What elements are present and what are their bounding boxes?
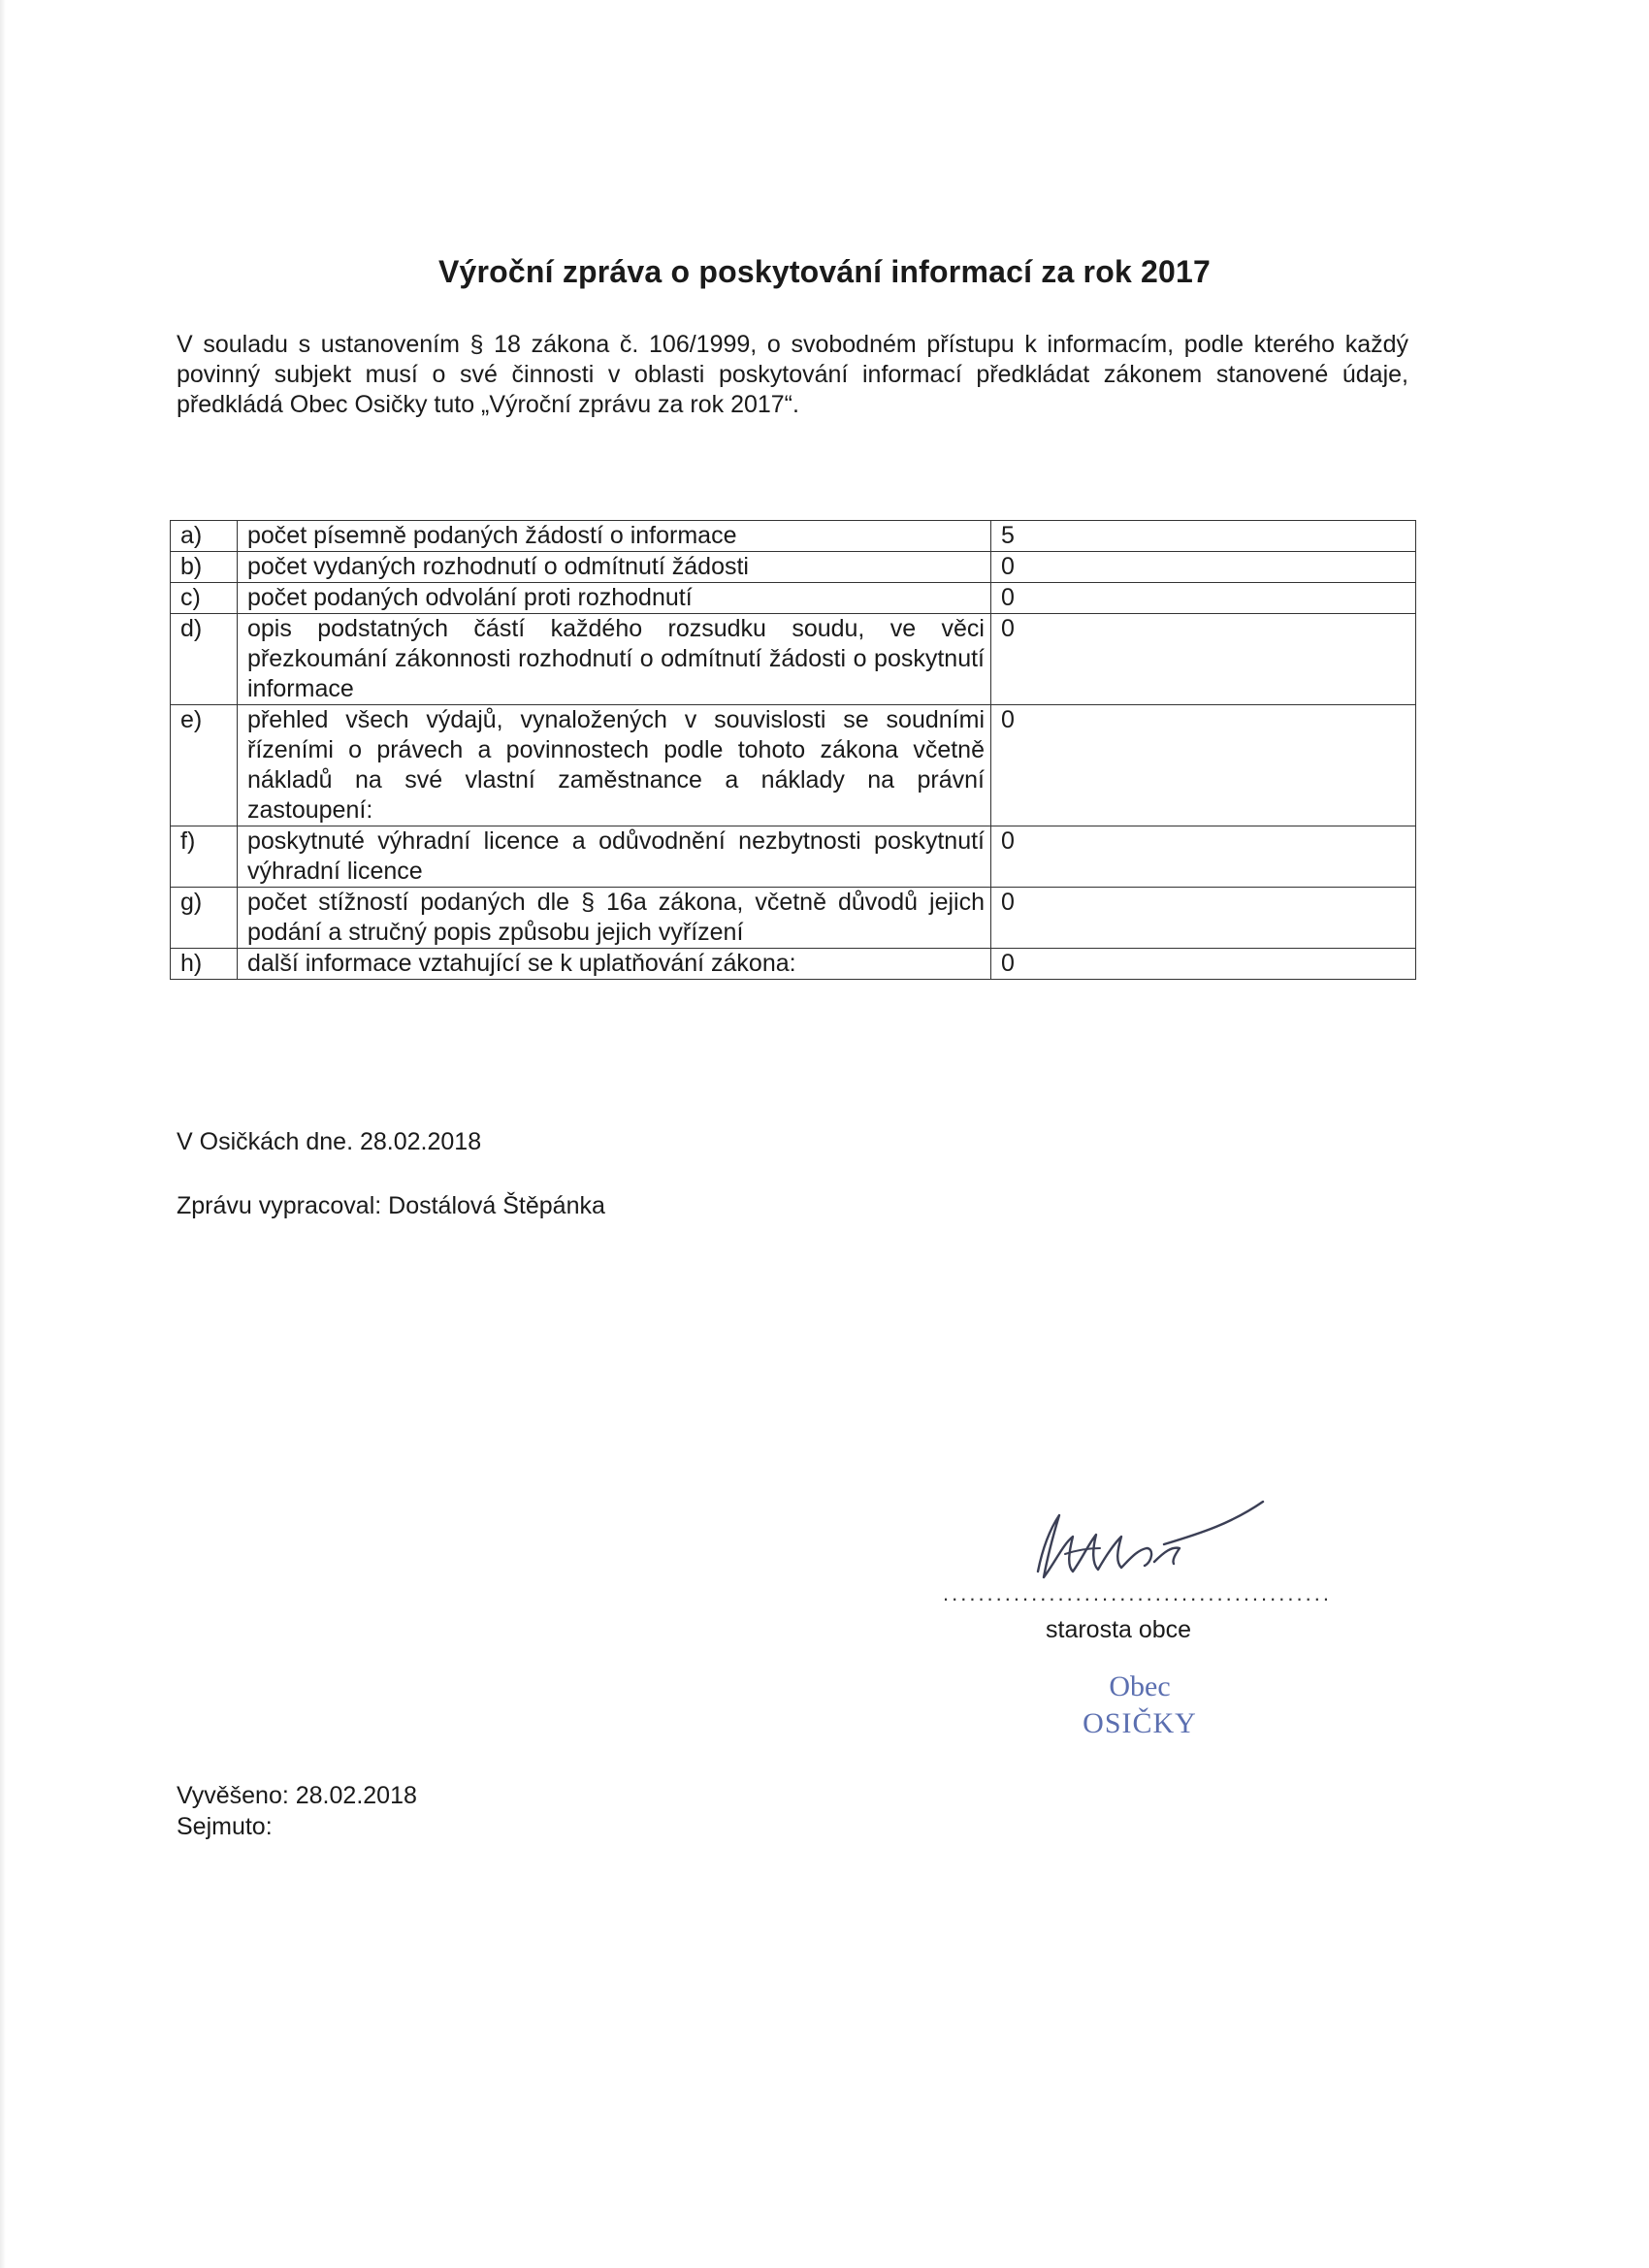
table-row — [171, 583, 1416, 614]
row-value: 0 — [991, 583, 1416, 614]
posted-date: Vyvěšeno: 28.02.2018 — [177, 1782, 417, 1809]
row-value: 0 — [991, 888, 1416, 949]
report-table — [170, 520, 1416, 980]
row-description: počet vydaných rozhodnutí o odmítnutí žádosti — [238, 552, 991, 583]
table-row — [171, 521, 1416, 552]
row-value: 0 — [991, 705, 1416, 826]
removed-date: Sejmuto: — [177, 1813, 273, 1840]
prepared-by: Zprávu vypracoval: Dostálová Štěpánka — [177, 1192, 605, 1219]
row-value: 0 — [991, 826, 1416, 888]
document-title: Výroční zpráva o poskytování informací za rok 2017 — [437, 254, 1212, 289]
row-key: b) — [171, 552, 238, 583]
row-key: a) — [171, 521, 238, 552]
row-description: poskytnuté výhradní licence a odůvodnění nezbytnosti poskytnutí výhradní licence — [238, 826, 991, 888]
row-key: d) — [171, 614, 238, 705]
table-row — [171, 705, 1416, 826]
table-row — [171, 949, 1416, 980]
signatory-role: starosta obce — [1046, 1616, 1192, 1643]
row-value: 5 — [991, 521, 1416, 552]
stamp-line-2: OSIČKY — [1083, 1707, 1197, 1739]
signature-line: ............................................ — [943, 1581, 1332, 1605]
signature-block — [931, 1494, 1339, 1739]
row-description: další informace vztahující se k uplatňování zákona: — [238, 949, 991, 980]
official-stamp — [1067, 1669, 1212, 1742]
stamp-line-1: Obec — [1109, 1670, 1171, 1702]
row-description: opis podstatných částí každého rozsudku soudu, ve věci přezkoumání zákonnosti rozhodnutí o odmítnutí žádosti o poskytnutí informace — [238, 614, 991, 705]
scan-edge-shadow — [0, 0, 6, 2268]
row-value: 0 — [991, 552, 1416, 583]
row-key: e) — [171, 705, 238, 826]
intro-paragraph: V souladu s ustanovením § 18 zákona č. 106/1999, o svobodném přístupu k informacím, podle kterého každý povinný subjekt musí o své činnosti v oblasti poskytování informací předkládat zákonem stanovené údaje, předkládá Obec Osičky tuto „Výroční zprávu za rok 2017“. — [177, 331, 1408, 418]
table-row — [171, 888, 1416, 949]
row-key: g) — [171, 888, 238, 949]
row-value: 0 — [991, 949, 1416, 980]
table-row — [171, 614, 1416, 705]
table-row — [171, 826, 1416, 888]
row-key: c) — [171, 583, 238, 614]
row-key: h) — [171, 949, 238, 980]
row-key: f) — [171, 826, 238, 888]
row-description: počet stížností podaných dle § 16a zákona, včetně důvodů jejich podání a stručný popis způsobu jejich vyřízení — [238, 888, 991, 949]
row-description: počet písemně podaných žádostí o informace — [238, 521, 991, 552]
row-description: počet podaných odvolání proti rozhodnutí — [238, 583, 991, 614]
row-description: přehled všech výdajů, vynaložených v souvislosti se soudními řízeními o právech a povinnostech podle tohoto zákona včetně nákladů na své vlastní zaměstnance a náklady na právní zastoupení: — [238, 705, 991, 826]
table-row — [171, 552, 1416, 583]
place-and-date: V Osičkách dne. 28.02.2018 — [177, 1128, 482, 1155]
row-value: 0 — [991, 614, 1416, 705]
